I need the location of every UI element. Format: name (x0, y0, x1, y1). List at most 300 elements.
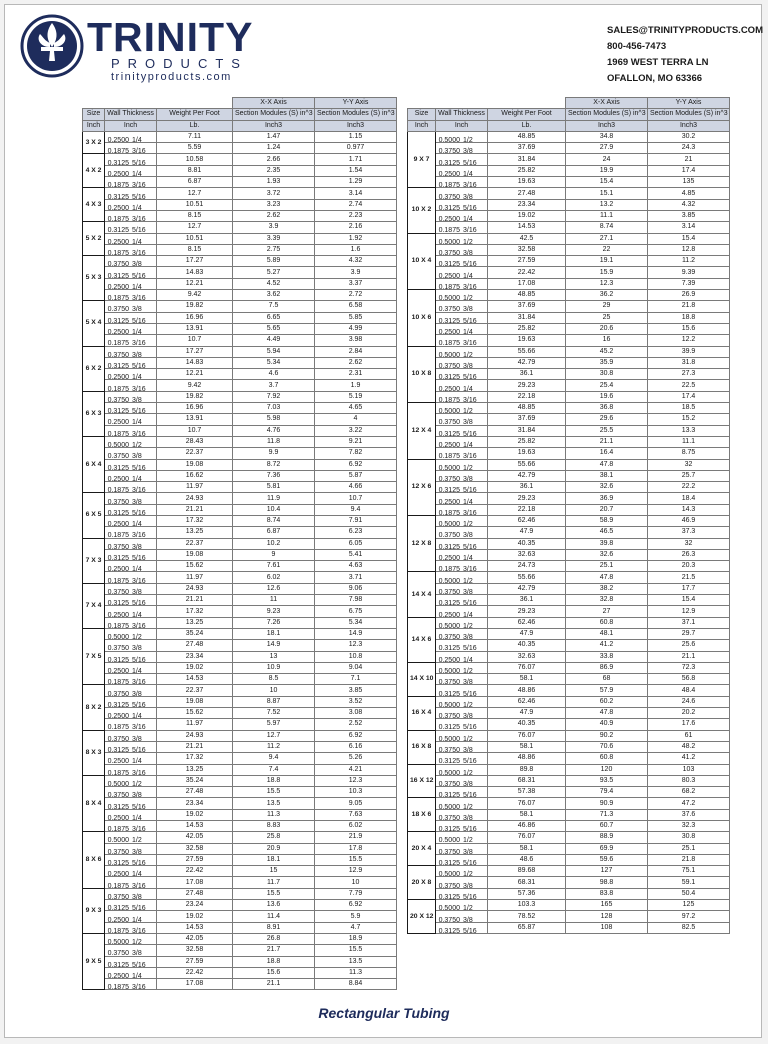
weight-cell: 22.37 (157, 685, 233, 696)
wall-fraction: 5/16 (463, 261, 477, 267)
table-row (83, 515, 397, 526)
contact-block (607, 23, 763, 87)
spec-table-right (407, 97, 730, 934)
weight-cell: 17.08 (488, 278, 566, 289)
wall-thickness-cell (105, 640, 157, 651)
weight-cell: 22.37 (157, 448, 233, 459)
table-row (83, 312, 397, 323)
wall-thickness-cell (436, 821, 488, 832)
wall-thickness-cell (436, 312, 488, 323)
wall-fraction: 1/4 (132, 374, 142, 380)
table-row (408, 527, 730, 538)
table-row (83, 538, 397, 549)
yy-modulus-cell: 47.2 (648, 798, 730, 809)
weight-cell: 24.73 (488, 561, 566, 572)
wall-fraction: 1/4 (132, 973, 142, 979)
xx-modulus-cell: 88.9 (566, 832, 648, 843)
wall-thickness-cell (436, 165, 488, 176)
yy-modulus-cell: 41.2 (648, 753, 730, 764)
table-row (408, 380, 730, 391)
wall-decimal: 0.5000 (107, 939, 129, 945)
wall-decimal: 0.5000 (438, 837, 460, 844)
wall-fraction: 3/16 (132, 216, 146, 222)
wall-fraction: 3/8 (132, 453, 142, 459)
yy-modulus-cell: 61 (648, 730, 730, 741)
xx-modulus-cell: 8.72 (233, 459, 315, 470)
table-row (408, 301, 730, 312)
weight-cell: 32.58 (157, 945, 233, 956)
table-row (408, 165, 730, 176)
yy-modulus-cell: 9.21 (315, 436, 397, 447)
yy-modulus-cell: 4 (315, 414, 397, 425)
table-row (408, 177, 730, 188)
weight-cell: 42.05 (157, 933, 233, 944)
wall-fraction: 3/16 (463, 227, 477, 234)
table-row (83, 911, 397, 922)
weight-cell: 42.05 (157, 832, 233, 843)
wall-decimal: 0.5000 (107, 780, 129, 787)
wall-thickness-cell (105, 346, 157, 357)
weight-cell: 76.07 (488, 832, 566, 843)
wall-fraction: 1/2 (463, 137, 473, 143)
yy-modulus-cell: 1.54 (315, 165, 397, 176)
weight-cell: 23.34 (488, 199, 566, 210)
wall-decimal: 0.3125 (107, 317, 129, 324)
wall-fraction: 3/8 (463, 634, 473, 640)
wall-fraction: 1/4 (132, 475, 142, 482)
weight-cell: 24.93 (157, 583, 233, 594)
wall-thickness-cell (436, 775, 488, 786)
weight-cell: 40.35 (488, 640, 566, 651)
wall-fraction: 3/8 (463, 679, 473, 685)
size-cell: 20 X 8 (408, 866, 436, 900)
wall-thickness-cell (436, 708, 488, 719)
wall-fraction: 1/2 (463, 803, 473, 810)
xx-modulus-cell: 5.81 (233, 482, 315, 493)
wall-fraction: 1/2 (463, 408, 473, 414)
wall-fraction: 3/16 (132, 148, 146, 154)
wall-decimal: 0.1875 (107, 826, 129, 832)
xx-modulus-cell: 7.4 (233, 764, 315, 775)
wall-thickness-cell (105, 515, 157, 526)
size-cell: 7 X 3 (83, 538, 105, 583)
table-row (83, 188, 397, 199)
yy-modulus-cell: 15.4 (648, 233, 730, 244)
weight-cell: 21.21 (157, 741, 233, 752)
wall-decimal: 0.3125 (438, 159, 460, 166)
wall-fraction: 1/4 (463, 170, 473, 177)
size-cell: 12 X 8 (408, 515, 436, 571)
yy-modulus-header: Section Modules (S) in^3 (648, 109, 730, 120)
wall-thickness-cell (436, 504, 488, 515)
table-row (408, 685, 730, 696)
table-row (83, 956, 397, 967)
wall-thickness-cell (105, 696, 157, 707)
table-row (83, 640, 397, 651)
weight-cell: 58.1 (488, 741, 566, 752)
wall-decimal: 0.3125 (107, 509, 129, 516)
wall-thickness-cell (436, 278, 488, 289)
wall-thickness-cell (436, 764, 488, 775)
table-row (408, 515, 730, 526)
xx-modulus-cell: 16 (566, 335, 648, 346)
wall-decimal: 0.3125 (107, 905, 129, 911)
wall-decimal: 0.3750 (107, 351, 129, 358)
yy-modulus-cell: 26.3 (648, 549, 730, 560)
weight-cell: 32.63 (488, 549, 566, 560)
xx-modulus-cell: 7.03 (233, 403, 315, 414)
weight-cell: 22.37 (157, 538, 233, 549)
size-cell: 10 X 4 (408, 233, 436, 289)
wall-decimal: 0.5000 (438, 408, 460, 414)
table-row (83, 131, 397, 142)
yy-modulus-cell: 6.58 (315, 301, 397, 312)
wall-fraction: 1/2 (463, 667, 473, 674)
xx-modulus-cell: 9.4 (233, 753, 315, 764)
yy-modulus-cell: 9.04 (315, 662, 397, 673)
wall-fraction: 1/4 (132, 713, 142, 719)
table-row (408, 583, 730, 594)
yy-modulus-cell: 30.8 (648, 832, 730, 843)
wall-thickness-cell (436, 877, 488, 888)
weight-cell: 27.59 (157, 956, 233, 967)
weight-cell: 11.97 (157, 719, 233, 730)
wall-fraction: 3/8 (463, 882, 473, 889)
wall-fraction: 3/8 (463, 588, 473, 595)
wall-fraction: 1/2 (463, 701, 473, 708)
table-row (83, 561, 397, 572)
wall-thickness-cell (105, 730, 157, 741)
wall-fraction: 5/16 (463, 317, 477, 324)
table-row (408, 854, 730, 865)
table-row (408, 210, 730, 221)
yy-modulus-cell: 8.84 (315, 979, 397, 990)
wall-fraction: 5/16 (132, 701, 146, 708)
xx-modulus-cell: 36.8 (566, 403, 648, 414)
weight-cell: 29.23 (488, 493, 566, 504)
weight-cell: 13.91 (157, 323, 233, 334)
weight-cell: 17.08 (157, 979, 233, 990)
wall-fraction: 5/16 (132, 860, 146, 866)
weight-cell: 14.53 (157, 674, 233, 685)
yy-modulus-cell: 12.3 (315, 775, 397, 786)
table-row (83, 278, 397, 289)
wall-thickness-cell (105, 527, 157, 538)
wall-fraction: 1/2 (132, 837, 142, 844)
table-row (408, 504, 730, 515)
weight-cell: 47.9 (488, 527, 566, 538)
weight-cell: 27.48 (488, 188, 566, 199)
size-cell: 16 X 12 (408, 764, 436, 798)
xx-modulus-cell: 11.8 (233, 436, 315, 447)
xx-modulus-cell: 60.7 (566, 821, 648, 832)
wall-thickness-cell (105, 448, 157, 459)
wall-thickness-cell (436, 843, 488, 854)
table-row (408, 346, 730, 357)
wall-thickness-cell (436, 244, 488, 255)
wall-decimal: 0.2500 (107, 204, 129, 211)
yy-modulus-cell: 12.2 (648, 335, 730, 346)
weight-cell: 10.51 (157, 233, 233, 244)
xx-modulus-cell: 19.9 (566, 165, 648, 176)
xx-modulus-cell: 98.8 (566, 877, 648, 888)
table-row (83, 662, 397, 673)
wall-fraction: 1/4 (132, 329, 142, 335)
yy-modulus-cell: 17.4 (648, 165, 730, 176)
wall-decimal: 0.5000 (438, 667, 460, 674)
wall-thickness-cell (105, 188, 157, 199)
wall-fraction: 3/16 (463, 509, 477, 516)
table-row (408, 572, 730, 583)
xx-modulus-cell: 32.6 (566, 482, 648, 493)
weight-cell: 57.36 (488, 888, 566, 899)
wall-fraction: 1/4 (132, 611, 142, 618)
table-row (83, 549, 397, 560)
wall-fraction: 3/8 (132, 950, 142, 957)
wall-fraction: 3/16 (132, 430, 146, 437)
wall-thickness-cell (105, 165, 157, 176)
table-row (408, 821, 730, 832)
xx-modulus-cell: 71.3 (566, 809, 648, 820)
wall-fraction: 5/16 (463, 487, 477, 493)
yy-modulus-cell: 32 (648, 459, 730, 470)
wall-fraction: 1/2 (463, 238, 473, 245)
yy-modulus-cell: 37.6 (648, 809, 730, 820)
wall-fraction: 3/16 (132, 250, 146, 256)
xx-modulus-cell: 2.35 (233, 165, 315, 176)
wall-decimal: 0.1875 (438, 283, 460, 290)
wall-thickness-cell (105, 821, 157, 832)
size-cell: 10 X 8 (408, 346, 436, 402)
wall-decimal: 0.5000 (438, 521, 460, 527)
weight-cell: 22.42 (157, 866, 233, 877)
wall-decimal: 0.3750 (438, 634, 460, 640)
xx-modulus-cell: 8.83 (233, 821, 315, 832)
xx-modulus-cell: 4.6 (233, 369, 315, 380)
xx-modulus-cell: 18.8 (233, 956, 315, 967)
wall-decimal: 0.2500 (107, 521, 129, 527)
wall-fraction: 3/16 (132, 679, 146, 685)
wall-decimal: 0.3750 (438, 306, 460, 313)
weight-cell: 29.23 (488, 380, 566, 391)
weight-cell: 23.34 (157, 798, 233, 809)
yy-modulus-cell: 5.41 (315, 549, 397, 560)
wall-fraction: 5/16 (132, 656, 146, 663)
xx-modulus-cell: 12.6 (233, 583, 315, 594)
size-cell: 8 X 4 (83, 775, 105, 831)
wall-thickness-cell (436, 832, 488, 843)
weight-cell: 42.79 (488, 470, 566, 481)
size-cell: 9 X 3 (83, 888, 105, 933)
wall-decimal: 0.1875 (107, 532, 129, 539)
xx-axis-header: X-X Axis (233, 98, 315, 109)
weight-cell: 17.32 (157, 515, 233, 526)
wall-decimal: 0.3750 (107, 848, 129, 855)
weight-cell: 15.62 (157, 708, 233, 719)
wall-decimal: 0.3750 (438, 250, 460, 256)
xx-modulus-cell: 32.6 (566, 549, 648, 560)
wall-fraction: 3/16 (463, 283, 477, 290)
table-row (83, 651, 397, 662)
table-row (408, 595, 730, 606)
wall-thickness-cell (105, 854, 157, 865)
xx-modulus-cell: 10 (233, 685, 315, 696)
wall-decimal: 0.3125 (438, 893, 460, 900)
yy-modulus-cell: 24.6 (648, 696, 730, 707)
yy-modulus-cell: 6.92 (315, 730, 397, 741)
wall-fraction: 3/8 (132, 543, 142, 550)
yy-modulus-cell: 4.21 (315, 764, 397, 775)
yy-modulus-cell: 5.26 (315, 753, 397, 764)
xx-modulus-cell: 12.3 (566, 278, 648, 289)
xx-modulus-cell: 13.5 (233, 798, 315, 809)
xx-modulus-cell: 21.7 (233, 945, 315, 956)
xx-modulus-cell: 14.9 (233, 640, 315, 651)
weight-cell: 13.25 (157, 764, 233, 775)
table-row (83, 301, 397, 312)
yy-modulus-cell: 6.23 (315, 527, 397, 538)
wall-decimal: 0.2500 (107, 667, 129, 674)
weight-cell: 17.27 (157, 346, 233, 357)
xx-modulus-cell: 1.93 (233, 177, 315, 188)
wall-decimal: 0.1875 (107, 927, 129, 934)
weight-unit: Lb. (157, 120, 233, 131)
size-cell: 3 X 2 (83, 131, 105, 154)
xx-modulus-cell: 18.1 (233, 628, 315, 639)
wall-decimal: 0.3750 (107, 453, 129, 459)
wall-fraction: 1/2 (132, 939, 142, 945)
wall-fraction: 3/16 (132, 882, 146, 889)
wall-decimal: 0.1875 (438, 182, 460, 188)
wall-thickness-cell (105, 210, 157, 221)
wall-fraction: 3/16 (463, 453, 477, 459)
wall-fraction: 1/4 (463, 385, 473, 392)
xx-modulus-cell: 15.4 (566, 177, 648, 188)
wall-decimal: 0.1875 (107, 724, 129, 731)
yy-modulus-cell: 3.08 (315, 708, 397, 719)
yy-modulus-cell: 82.5 (648, 922, 730, 933)
wall-fraction: 3/8 (132, 645, 142, 652)
wall-fraction: 3/8 (463, 532, 473, 539)
weight-cell: 19.63 (488, 448, 566, 459)
contact-phone[interactable]: 800-456-7473 (607, 41, 667, 52)
table-row (83, 143, 397, 154)
table-row (408, 764, 730, 775)
table-row (83, 391, 397, 402)
wall-fraction: 3/8 (463, 848, 473, 855)
yy-modulus-cell: 21.8 (648, 854, 730, 865)
wall-decimal: 0.1875 (107, 148, 129, 154)
wall-fraction: 3/8 (463, 362, 473, 369)
xx-modulus-cell: 8.74 (566, 222, 648, 233)
wall-decimal: 0.3125 (438, 261, 460, 267)
weight-cell: 22.18 (488, 504, 566, 515)
xx-modulus-cell: 25.4 (566, 380, 648, 391)
wall-thickness-cell (105, 877, 157, 888)
weight-cell: 55.66 (488, 459, 566, 470)
table-row (83, 617, 397, 628)
size-cell: 5 X 4 (83, 301, 105, 346)
wall-fraction: 3/8 (463, 148, 473, 154)
wall-fraction: 1/4 (463, 656, 473, 663)
xx-modulus-cell: 7.26 (233, 617, 315, 628)
wall-fraction: 5/16 (463, 204, 477, 211)
table-row (83, 572, 397, 583)
wall-thickness-cell (105, 866, 157, 877)
table-row (83, 448, 397, 459)
table-row (83, 369, 397, 380)
wall-fraction: 5/16 (463, 690, 477, 697)
table-row (83, 775, 397, 786)
wall-decimal: 0.3125 (438, 600, 460, 606)
wall-thickness-cell (105, 301, 157, 312)
xx-modulus-cell: 6.87 (233, 527, 315, 538)
contact-email[interactable]: SALES@TRINITYPRODUCTS.COM (607, 25, 763, 36)
weight-cell: 16.96 (157, 312, 233, 323)
yy-modulus-cell: 46.9 (648, 515, 730, 526)
wall-fraction: 3/8 (132, 588, 142, 595)
xx-modulus-cell: 18.1 (233, 854, 315, 865)
table-row (83, 290, 397, 301)
wall-decimal: 0.3750 (107, 735, 129, 742)
wall-fraction: 1/2 (463, 295, 473, 301)
xx-modulus-cell: 5.27 (233, 267, 315, 278)
wall-decimal: 0.2500 (107, 137, 129, 143)
yy-modulus-cell: 20.3 (648, 561, 730, 572)
wall-thickness-cell (105, 617, 157, 628)
wall-fraction: 5/16 (463, 543, 477, 550)
wall-unit: Inch (436, 120, 488, 131)
wall-decimal: 0.5000 (438, 871, 460, 877)
wall-fraction: 5/16 (463, 374, 477, 380)
weight-cell: 76.07 (488, 730, 566, 741)
yy-modulus-cell: 9.39 (648, 267, 730, 278)
weight-cell: 19.02 (488, 210, 566, 221)
wall-thickness-cell (105, 967, 157, 978)
wall-thickness-cell (436, 617, 488, 628)
wall-fraction: 3/16 (132, 295, 146, 301)
size-cell: 8 X 6 (83, 832, 105, 888)
yy-modulus-cell: 1.92 (315, 233, 397, 244)
wall-decimal: 0.3125 (438, 860, 460, 866)
xx-modulus-cell: 19.1 (566, 256, 648, 267)
weight-cell: 68.31 (488, 775, 566, 786)
wall-fraction: 1/2 (463, 769, 473, 776)
xx-modulus-cell: 68 (566, 674, 648, 685)
weight-cell: 13.25 (157, 617, 233, 628)
size-unit: Inch (408, 120, 436, 131)
yy-modulus-cell: 48.4 (648, 685, 730, 696)
weight-cell: 76.07 (488, 798, 566, 809)
xx-modulus-cell: 8.5 (233, 674, 315, 685)
wall-fraction: 3/16 (132, 927, 146, 934)
xx-modulus-cell: 8.87 (233, 696, 315, 707)
weight-cell: 12.21 (157, 278, 233, 289)
wall-decimal: 0.5000 (438, 701, 460, 708)
wall-decimal: 0.3750 (438, 475, 460, 482)
table-row (83, 256, 397, 267)
yy-modulus-cell: 15.4 (648, 595, 730, 606)
weight-cell: 17.32 (157, 753, 233, 764)
wall-decimal: 0.2500 (107, 566, 129, 572)
wall-thickness-cell (436, 730, 488, 741)
weight-cell: 35.24 (157, 628, 233, 639)
wall-thickness-cell (105, 708, 157, 719)
spec-sheet-page (4, 4, 762, 1038)
wall-thickness-cell (436, 425, 488, 436)
xx-modulus-cell: 11.1 (566, 210, 648, 221)
wall-thickness-cell (436, 493, 488, 504)
